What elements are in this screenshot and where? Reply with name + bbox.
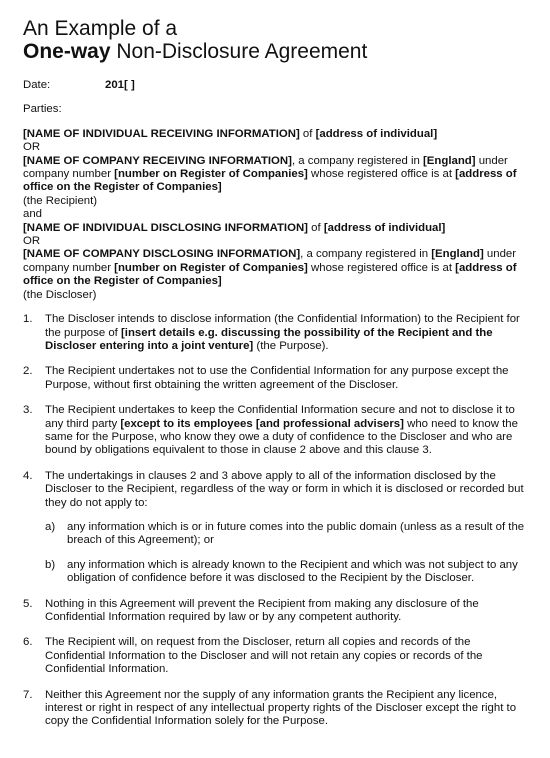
recipient-company-country: [England] <box>423 154 476 167</box>
discloser-company-text-1: , a company registered in <box>300 248 432 261</box>
clause-3-text-1: The Recipient undertakes to keep the Confidential Information secure and not to disclose it to any third party <box>45 404 515 430</box>
discloser-company-text-2: under company number <box>23 248 517 274</box>
discloser-company-name: [NAME OF COMPANY DISCLOSING INFORMATION] <box>23 248 301 261</box>
discloser-individual-name: [NAME OF INDIVIDUAL DISCLOSING INFORMATION] <box>23 221 308 234</box>
subclause-letter: b) <box>45 558 56 571</box>
clause-1 <box>23 313 528 353</box>
clause-number: 7. <box>23 688 33 701</box>
discloser-company-office: [address of office on the Register of Companies] <box>23 261 517 288</box>
recipient-company-text-1: , a company registered in <box>291 154 424 167</box>
discloser-individual-address: [address of individual] <box>323 221 446 234</box>
clause-5 <box>23 598 528 625</box>
discloser-or: OR <box>23 235 41 248</box>
subclause-text: any information which is already known to the Recipient and which was not subject to any obligation of confidence before it was disclosed to the Recipient by the Discloser. <box>67 558 518 585</box>
clause-2 <box>23 365 528 392</box>
document-title-line-2 <box>23 40 528 64</box>
subclause-a <box>45 521 528 548</box>
subclause-text: any information which is or in future comes into the public domain (unless as a result of the breach of this Agreement); or <box>67 520 525 547</box>
recipient-company-paragraph <box>23 155 528 195</box>
clause-number: 6. <box>23 636 33 649</box>
clause-number: 3. <box>23 404 33 417</box>
discloser-of-text: of <box>307 221 324 234</box>
clause-3-text-2: who need to know the same for the Purpose, who know they owe a duty of confidence to the Discloser and who are bound by obligations equivalent to those in clause 2 above and this clause 3. <box>45 417 518 457</box>
recipient-company-number: [number on Register of Companies] <box>114 168 308 181</box>
title-bold-part: One-way <box>23 40 111 63</box>
parties-label: Parties: <box>23 103 62 116</box>
clause-number: 2. <box>23 365 33 378</box>
clause-text: Nothing in this Agreement will prevent the Recipient from making any disclosure of the Confidential Information required by law or by any competent authority. <box>45 597 479 623</box>
recipient-party-block <box>23 128 528 302</box>
recipient-individual-name: [NAME OF INDIVIDUAL RECEIVING INFORMATION] <box>23 127 300 140</box>
clause-6 <box>23 636 528 676</box>
clause-text <box>45 404 528 458</box>
clauses-list <box>23 313 528 729</box>
recipient-individual-address: [address of individual] <box>315 127 438 140</box>
clause-4 <box>23 470 528 586</box>
discloser-company-text-3: whose registered office is at <box>307 261 456 274</box>
discloser-company-paragraph <box>23 248 528 288</box>
clause-text <box>45 470 528 586</box>
clause-1-text-2: (the Purpose). <box>253 339 329 352</box>
subclause-letter: a) <box>45 520 56 533</box>
document-page <box>23 18 528 741</box>
clause-number: 5. <box>23 597 33 610</box>
date-label: Date: <box>23 79 51 91</box>
clause-text <box>45 313 528 353</box>
clause-3-exception-placeholder: [except to its employees [and professional advisers] <box>120 417 404 430</box>
clause-number: 1. <box>23 313 33 326</box>
recipient-company-text-2: under company number <box>23 154 508 181</box>
discloser-role: (the Discloser) <box>23 288 97 301</box>
clause-7 <box>23 689 528 729</box>
recipient-company-text-3: whose registered office is at <box>307 168 456 181</box>
clause-text: The Recipient will, on request from the Discloser, return all copies and records of the Confidential Information to the Discloser and will not retain any copies or records of the Confidential Information. <box>45 636 483 676</box>
clause-text: Neither this Agreement nor the supply of any information grants the Recipient any licence, interest or right in respect of any intellectual property rights of the Discloser except the right to copy the Confidential Information solely for the Purpose. <box>45 688 517 728</box>
clause-4-text: The undertakings in clauses 2 and 3 above apply to all of the information disclosed by the Discloser to the Recipient, regardless of the way or form in which it is disclosed or recorded but they do not apply to: <box>45 469 524 509</box>
discloser-individual-line <box>23 222 528 235</box>
clause-3 <box>23 404 528 458</box>
recipient-or: OR <box>23 141 41 154</box>
recipient-role: (the Recipient) <box>23 194 98 207</box>
recipient-of-text: of <box>299 127 316 140</box>
and-separator: and <box>23 208 43 221</box>
document-title-line-1: An Example of a <box>23 17 178 40</box>
discloser-company-number: [number on Register of Companies] <box>114 261 308 274</box>
recipient-company-name: [NAME OF COMPANY RECEIVING INFORMATION] <box>23 154 292 167</box>
clause-number: 4. <box>23 469 33 482</box>
recipient-individual-line <box>23 128 528 141</box>
title-rest-part: Non-Disclosure Agreement <box>110 40 368 63</box>
clause-text: The Recipient undertakes not to use the Confidential Information for any purpose except the Purpose, without first obtaining the written agreement of the Discloser. <box>45 365 509 391</box>
clause-1-text-1: The Discloser intends to disclose information (the Confidential Information) to the Recipient for the purpose of <box>45 313 520 339</box>
subclause-b <box>45 559 528 586</box>
recipient-company-office: [address of office on the Register of Companies] <box>23 168 517 194</box>
discloser-company-country: [England] <box>431 248 484 261</box>
date-row <box>23 79 528 92</box>
date-value: 201[ ] <box>105 79 135 91</box>
clause-1-purpose-placeholder: [insert details e.g. discussing the possibility of the Recipient and the Discloser entering into a joint venture] <box>45 326 493 352</box>
